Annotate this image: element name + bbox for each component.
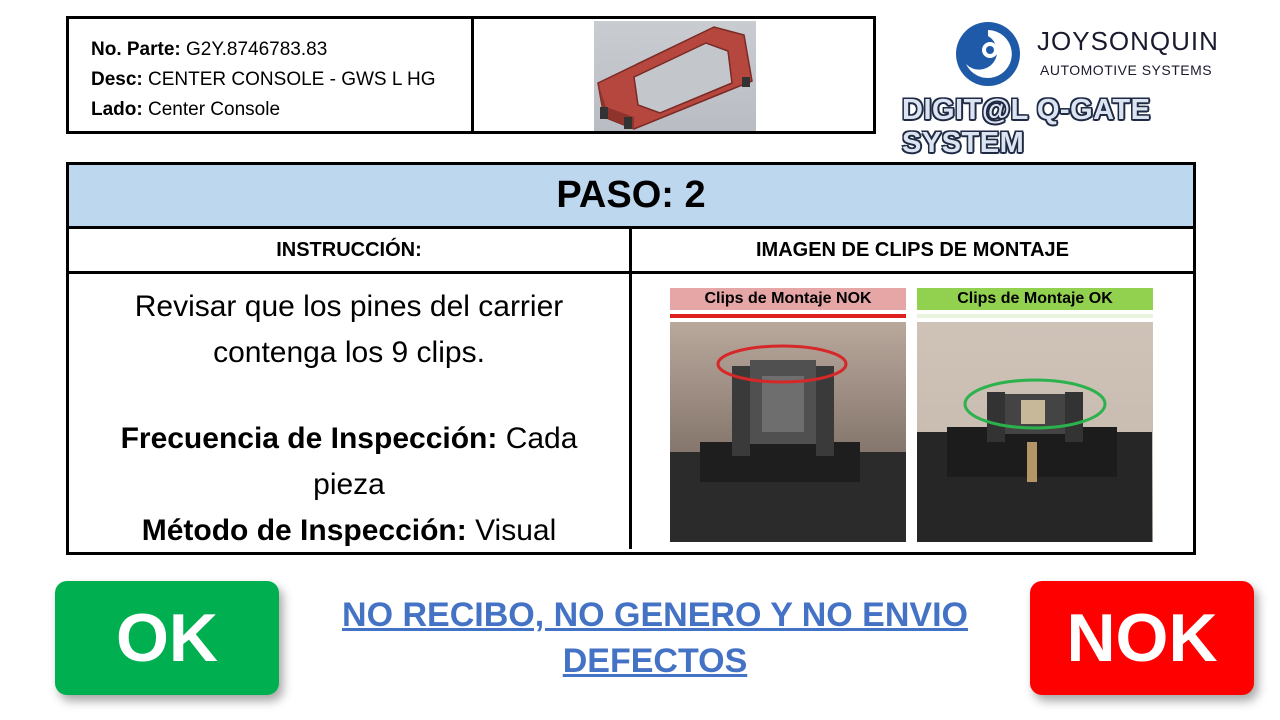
part-number-label: No. Parte: xyxy=(91,39,181,60)
logo-company-name: JOYSONQUIN xyxy=(1037,26,1219,56)
part-image-cell xyxy=(474,19,873,131)
clip-panel-nok xyxy=(670,288,906,542)
step-title: PASO: 2 xyxy=(69,165,1193,229)
method-value: Visual xyxy=(475,514,557,547)
image-header: IMAGEN DE CLIPS DE MONTAJE xyxy=(756,238,1069,261)
description-value: CENTER CONSOLE - GWS L HG xyxy=(148,69,436,90)
clip-label-ok: Clips de Montaje OK xyxy=(917,288,1153,310)
instruction-text: Revisar que los pines del carrier contenga los 9 clips. xyxy=(134,290,564,369)
side-label: Lado: xyxy=(91,99,143,120)
step-body xyxy=(69,274,1193,549)
instruction-header: INSTRUCCIÓN: xyxy=(69,229,632,271)
side-row xyxy=(91,95,471,125)
console-part-icon xyxy=(594,21,756,131)
clip-nok-photo-icon xyxy=(670,322,906,542)
clip-photo-nok xyxy=(670,322,906,542)
part-number-value: G2Y.8746783.83 xyxy=(186,39,328,60)
side-value: Center Console xyxy=(148,99,281,120)
part-info-text xyxy=(69,19,474,131)
instruction-cell xyxy=(69,274,632,549)
clip-ok-photo-icon xyxy=(917,322,1152,542)
ok-button[interactable]: OK xyxy=(55,581,279,695)
part-photo xyxy=(594,21,756,131)
part-number-row xyxy=(91,35,471,65)
frequency-label: Frecuencia de Inspección: xyxy=(120,422,498,455)
nok-divider xyxy=(670,314,906,318)
method-label: Método de Inspección: xyxy=(141,514,467,547)
clips-image-cell xyxy=(632,274,1193,549)
step-table xyxy=(66,162,1196,555)
quality-motto: NO RECIBO, NO GENERO Y NO ENVIO DEFECTOS xyxy=(342,596,968,680)
clip-label-nok: Clips de Montaje NOK xyxy=(670,288,906,310)
frequency-row xyxy=(99,416,599,508)
ok-divider xyxy=(917,314,1153,318)
clip-panel-ok xyxy=(917,288,1153,542)
nok-button[interactable]: NOK xyxy=(1030,581,1254,695)
description-row xyxy=(91,65,471,95)
column-headers xyxy=(69,229,1193,274)
frequency-value: Cada pieza xyxy=(313,422,578,501)
company-logo xyxy=(952,20,1252,90)
part-info-box xyxy=(66,16,876,134)
clip-photo-ok xyxy=(917,322,1153,542)
method-row xyxy=(99,508,599,554)
system-title: DIGIT@L Q-GATE SYSTEM xyxy=(902,94,1151,159)
logo-company-subtitle: AUTOMOTIVE SYSTEMS xyxy=(1040,62,1213,78)
joyson-swirl-icon xyxy=(952,20,1024,88)
description-label: Desc: xyxy=(91,69,143,90)
